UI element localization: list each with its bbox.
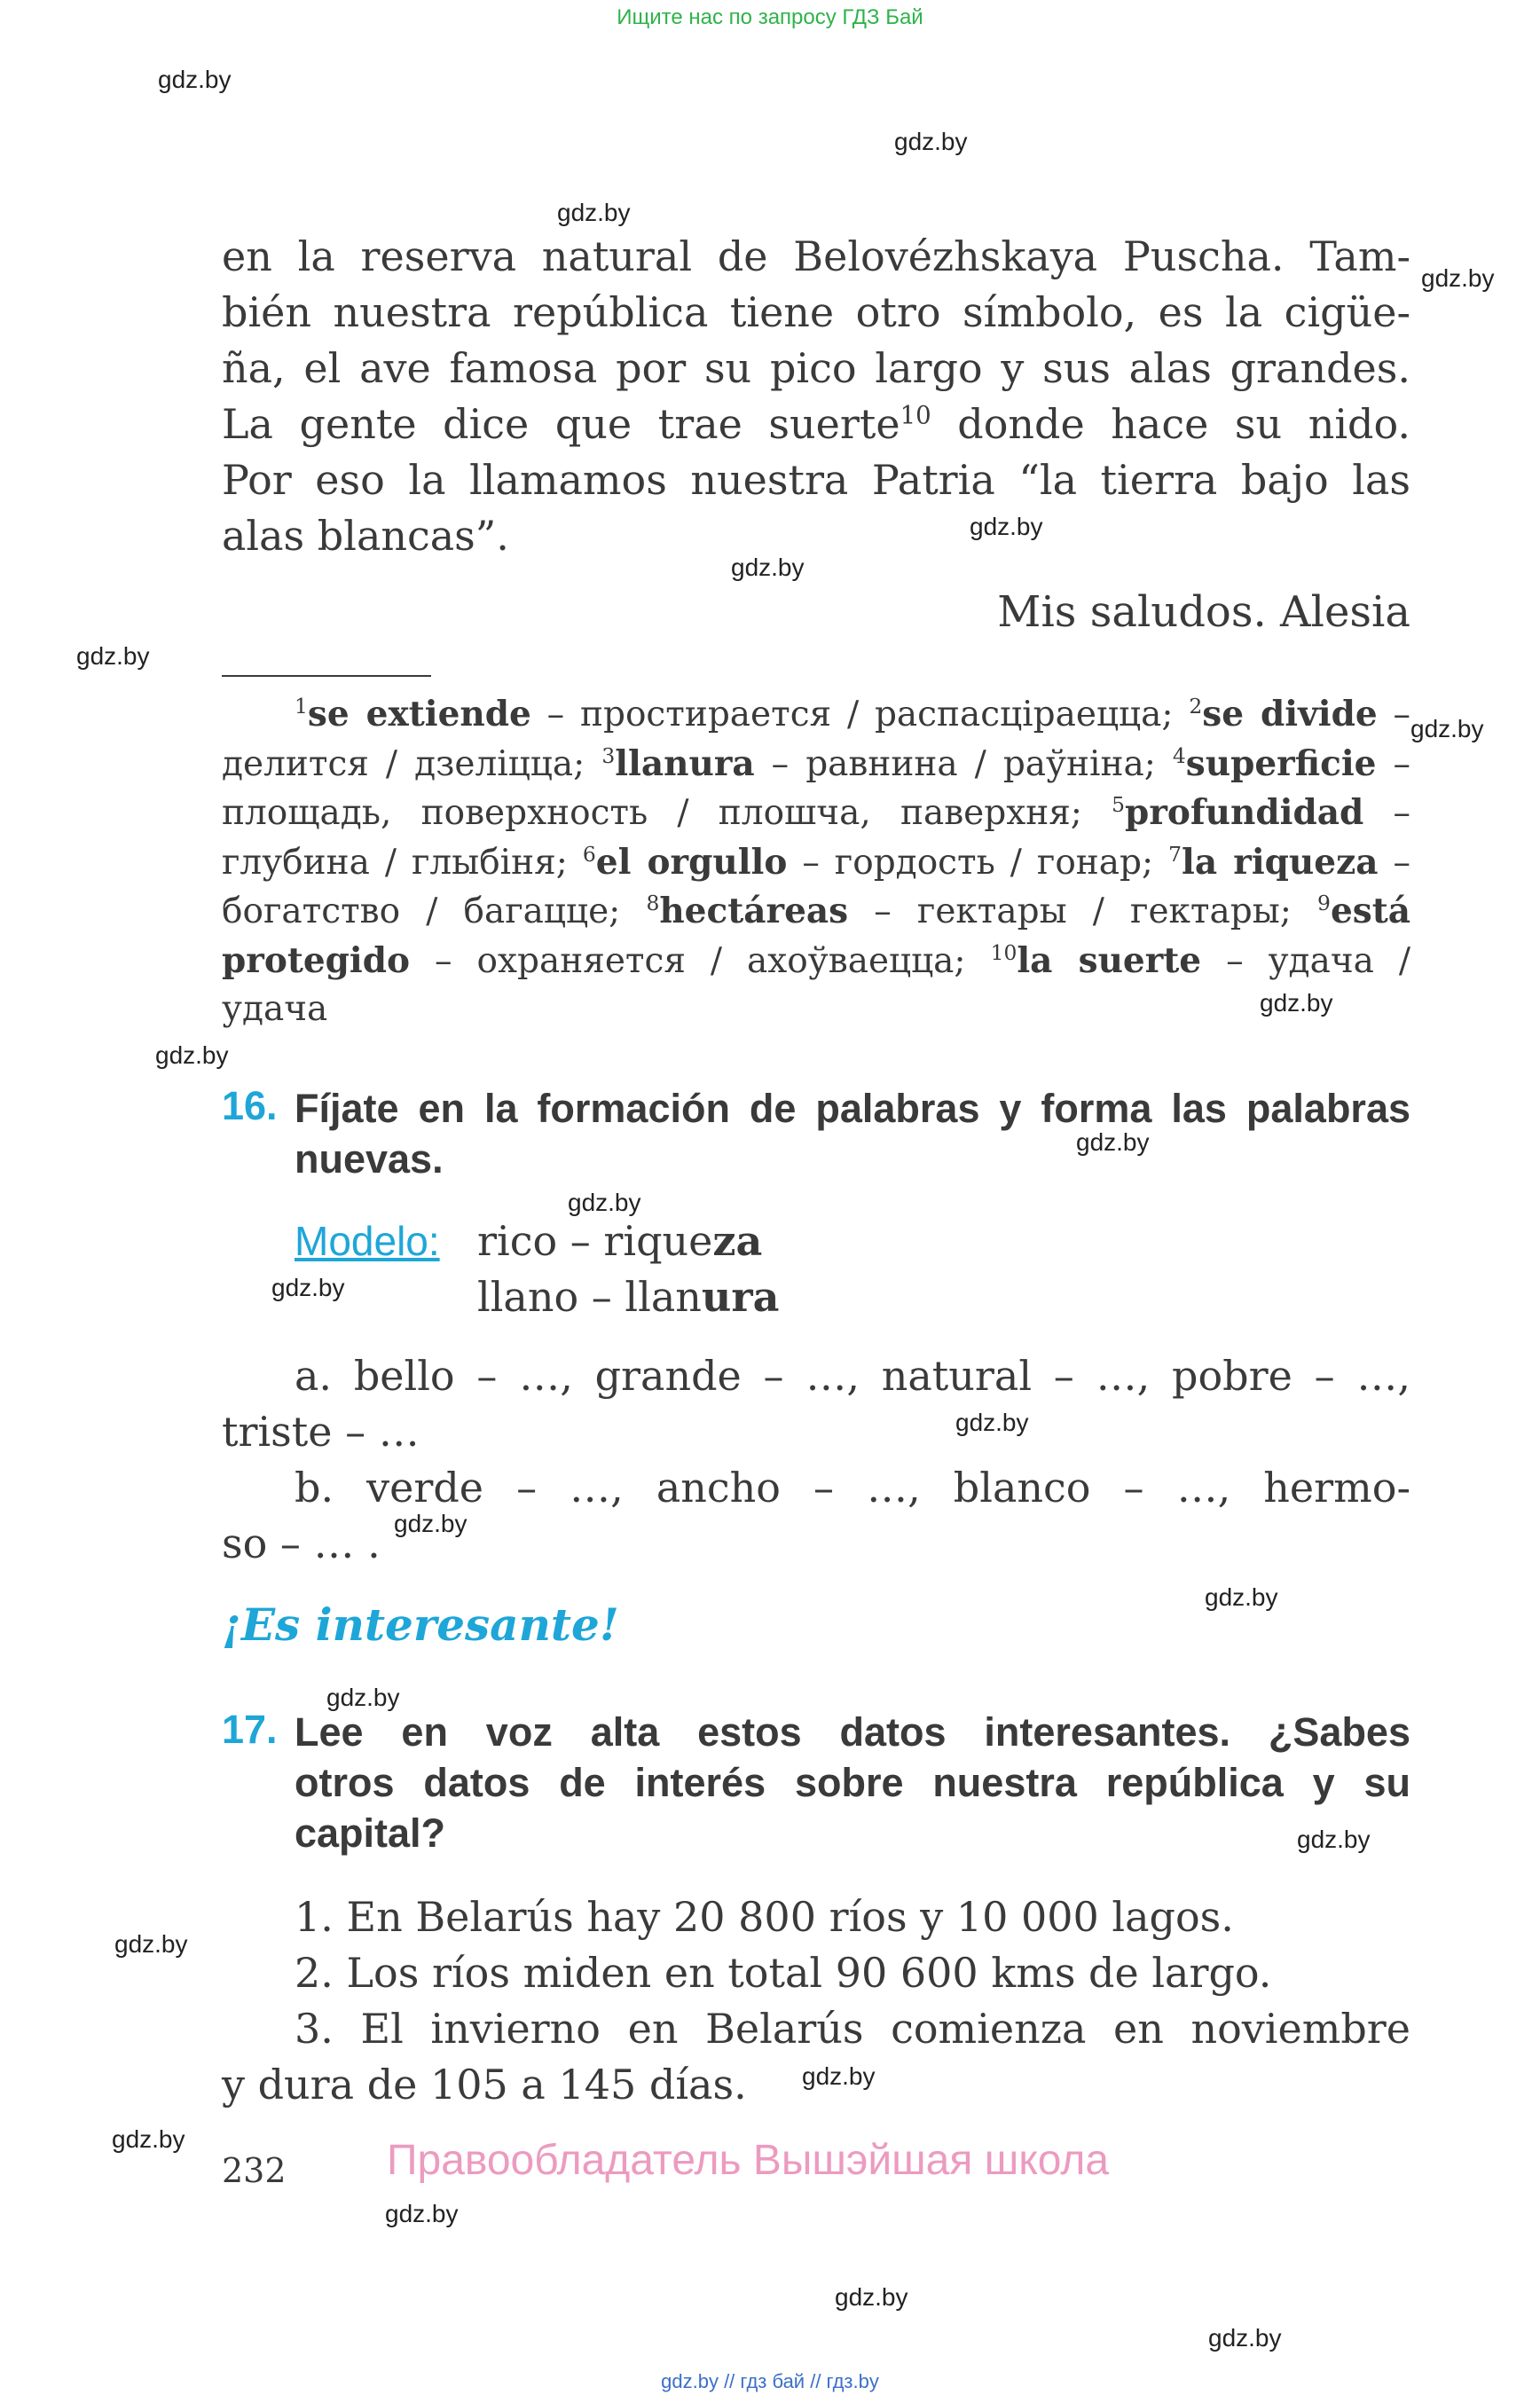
watermark: gdz.by (112, 2125, 185, 2153)
footnote-translation: – (1376, 743, 1410, 784)
letter-text: donde hace su nido. (931, 400, 1410, 448)
watermark: gdz.by (1421, 264, 1495, 292)
footnote-translation: – (1377, 695, 1411, 734)
footnote-line (222, 887, 1410, 937)
footnote-line (222, 740, 1410, 789)
instruction-line: Lee en voz alta estos datos interesantes. ¿Sabes (295, 1709, 1410, 1755)
watermark: gdz.by (155, 1041, 229, 1069)
page-number: 232 (222, 2151, 287, 2190)
watermark: gdz.by (326, 1684, 400, 1711)
footnote-translation: – простирается / распасціраецца; (530, 695, 1190, 734)
fact-line: 2. Los ríos miden en total 90 600 kms de largo. (295, 1949, 1272, 1997)
footnote-number: 10 (990, 939, 1018, 965)
watermark: gdz.by (970, 513, 1043, 540)
instruction-line: Fíjate en la formación de palabras y forma las palabras (295, 1086, 1410, 1131)
exercise-line: a. bello – …, grande – …, natural – …, pobre – …, (295, 1352, 1410, 1400)
footnote-line: удача (222, 989, 328, 1029)
watermark: gdz.by (557, 199, 631, 226)
letter-line: bién nuestra república tiene otro símbolo, es la cigüe- (222, 288, 1410, 336)
footnote-term: superficie (1185, 742, 1377, 784)
instruction-line: otros datos de interés sobre nuestra república y su (295, 1760, 1410, 1805)
instruction-line: nuevas. (295, 1136, 444, 1182)
watermark: gdz.by (385, 2200, 459, 2227)
copyright-notice: Правообладатель Вышэйшая школа (387, 2137, 1110, 2184)
footnote-term: el orgullo (595, 841, 788, 883)
watermark: gdz.by (955, 1409, 1029, 1436)
task-17-number: 17. (222, 1707, 278, 1752)
task-16-number: 16. (222, 1083, 278, 1128)
watermark: gdz.by (731, 554, 805, 581)
letter-line: ña, el ave famosa por su pico largo y sus alas grandes. (222, 344, 1410, 392)
task-17-facts (222, 1889, 1410, 2113)
footnote-translation: делится / дзеліцца; (222, 743, 602, 784)
watermark: gdz.by (568, 1189, 641, 1216)
footnote-term: hectáreas (659, 891, 849, 931)
letter-line (222, 397, 1410, 452)
footnote-line (222, 838, 1410, 888)
footnote-divider (222, 675, 431, 677)
watermark: gdz.by (1297, 1826, 1371, 1853)
footnote-number: 5 (1112, 792, 1126, 817)
footnote-term: está (1330, 891, 1410, 931)
modelo-suffix: za (712, 1217, 763, 1265)
modelo-label: Modelo: (295, 1218, 440, 1264)
footnote-translation: – гордость / гонар; (787, 842, 1169, 883)
watermark: gdz.by (394, 1510, 468, 1537)
exercise-line: triste – … (222, 1408, 420, 1456)
watermark: gdz.by (158, 66, 232, 93)
watermark: gdz.by (1076, 1128, 1150, 1156)
footnote-translation: – удача / (1201, 940, 1410, 981)
watermark: gdz.by (114, 1930, 188, 1958)
fact-line: y dura de 105 a 145 días. (222, 2061, 747, 2109)
signature: Mis saludos. Alesia (997, 587, 1410, 637)
footnote-translation: – охраняется / ахоўваецца; (410, 940, 991, 981)
watermark: gdz.by (76, 642, 150, 670)
letter-line: alas blancas”. (222, 512, 509, 560)
fact-line: 1. En Belarús hay 20 800 ríos y 10 000 lagos. (295, 1893, 1234, 1941)
footnote-number: 4 (1172, 742, 1186, 768)
modelo-base: rico – rique (477, 1217, 713, 1265)
footnote-translation: богатство / багацце; (222, 891, 647, 931)
footnote-term: llanura (615, 742, 755, 784)
letter-line: en la reserva natural de Belovézhskaya Puscha. Tam- (222, 232, 1410, 280)
footnote-number: 2 (1189, 694, 1203, 719)
footnote-number: 8 (646, 891, 660, 915)
footnote-term: la suerte (1017, 939, 1202, 981)
watermark: gdz.by (894, 128, 968, 155)
footnote-term: la riqueza (1182, 841, 1379, 883)
section-heading: ¡Es interesante! (222, 1598, 619, 1651)
footnote-line (222, 937, 1410, 986)
modelo-suffix: ura (701, 1273, 780, 1321)
footnote-line (222, 690, 1410, 740)
footnote-term: se extiende (307, 694, 531, 734)
letter-text: La gente dice que trae suerte (222, 400, 900, 448)
footnote-translation: – равнина / раўніна; (754, 743, 1173, 784)
fact-line: 3. El invierno en Belarús comienza en noviembre (295, 2005, 1410, 2053)
exercise-line: so – … . (222, 1520, 381, 1567)
watermark: gdz.by (802, 2062, 876, 2090)
task-16-exercises (222, 1348, 1410, 1572)
bottom-banner: gdz.by // гдз бай // гдз.by (661, 2370, 879, 2392)
modelo-example (477, 1273, 779, 1321)
modelo-base: llano – llan (477, 1273, 702, 1321)
footnote-translation: площадь, поверхность / плошча, паверхня; (222, 793, 1112, 833)
footnote-number: 6 (582, 841, 596, 867)
watermark: gdz.by (1260, 989, 1333, 1017)
watermark: gdz.by (835, 2283, 908, 2311)
watermark: gdz.by (1410, 715, 1484, 742)
footnote-number: 7 (1168, 841, 1182, 867)
instruction-line: capital? (295, 1810, 446, 1856)
footnote-term: protegido (222, 939, 411, 981)
modelo-example (477, 1217, 762, 1265)
footnote-number: 3 (601, 742, 616, 768)
footnote-translation: – (1363, 793, 1410, 833)
footnote-term: se divide (1202, 694, 1378, 734)
letter-line: Por eso la llamamos nuestra Patria “la tierra bajo las (222, 456, 1410, 504)
top-banner: Ищите нас по запросу ГДЗ Бай (617, 5, 923, 29)
watermark: gdz.by (1205, 1583, 1278, 1611)
task-17-instruction (295, 1707, 1410, 1858)
footnote-number: 1 (295, 694, 308, 719)
letter-body (222, 229, 1410, 564)
footnote-translation: – (1378, 842, 1410, 883)
footnotes (222, 690, 1410, 1034)
watermark: gdz.by (271, 1274, 345, 1301)
task-16-instruction (295, 1083, 1410, 1184)
footnote-ref: 10 (900, 400, 931, 430)
watermark: gdz.by (1208, 2324, 1282, 2352)
footnote-number: 9 (1317, 891, 1331, 915)
footnote-translation: – гектары / гектары; (848, 891, 1318, 931)
exercise-line: b. verde – …, ancho – …, blanco – …, hermo- (295, 1464, 1410, 1512)
footnote-term: profundidad (1125, 792, 1364, 833)
footnote-translation: глубина / глыбіня; (222, 842, 583, 883)
footnote-line (222, 789, 1410, 838)
